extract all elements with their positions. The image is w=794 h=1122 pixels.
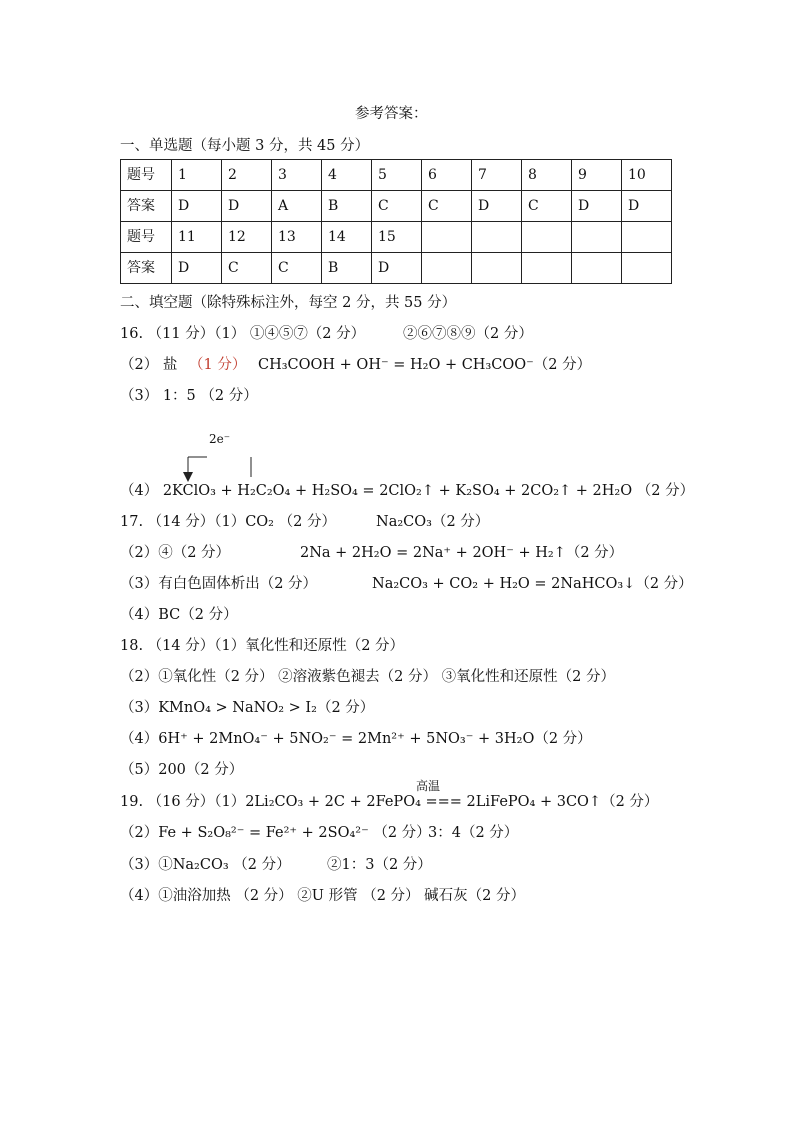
page-title: 参考答案：: [355, 106, 428, 122]
table-cell: B: [322, 191, 372, 222]
electron-transfer-arrow: [180, 452, 270, 484]
electron-transfer-label: 2e⁻: [209, 432, 231, 446]
q16-line1-a: 16. （11 分）（1） ①④⑤⑦（2 分）: [120, 326, 366, 342]
q17-line3-a: （3）有白色固体析出（2 分）: [120, 576, 318, 592]
table-cell: [472, 222, 522, 253]
table-row: [121, 253, 672, 284]
q16-line2-red: （1 分）: [189, 357, 247, 373]
table-cell: C: [522, 191, 572, 222]
table-cell: C: [422, 191, 472, 222]
table-cell: [622, 253, 672, 284]
q19-line2-a: （2）Fe + S₂O₈²⁻ = Fe²⁺ + 2SO₄²⁻ （2 分）: [120, 825, 431, 841]
q18-line5: （5）200（2 分）: [120, 762, 244, 778]
table-cell: [572, 222, 622, 253]
section2-heading: 二、填空题（除特殊标注外，每空 2 分，共 55 分）: [120, 295, 457, 311]
table-cell: [622, 222, 672, 253]
q16-line3: （3） 1：5 （2 分）: [120, 388, 258, 404]
table-cell: [422, 253, 472, 284]
q17-line1-a: 17. （14 分）（1）CO₂ （2 分）: [120, 514, 336, 530]
q16-line1-b: ②⑥⑦⑧⑨（2 分）: [403, 326, 533, 342]
table-cell: 6: [422, 160, 472, 191]
table-cell: 10: [622, 160, 672, 191]
table-cell: 11: [172, 222, 222, 253]
q18-line3: （3）KMnO₄ > NaNO₂ > I₂（2 分）: [120, 700, 375, 716]
q18-line1: 18. （14 分）（1）氧化性和还原性（2 分）: [120, 638, 405, 654]
q19-line3-a: （3）①Na₂CO₃ （2 分）: [120, 857, 291, 873]
table-cell: 13: [272, 222, 322, 253]
q19-line1: 19. （16 分）（1）2Li₂CO₃ + 2C + 2FePO₄ === 2LiFePO₄ + 3CO↑（2 分）: [120, 794, 659, 810]
table-cell: 8: [522, 160, 572, 191]
table-cell: 7: [472, 160, 522, 191]
table-row: [121, 191, 672, 222]
q16-line4: （4） 2KClO₃ + H₂C₂O₄ + H₂SO₄ = 2ClO₂↑ + K₂SO₄ + 2CO₂↑ + 2H₂O （2 分）: [120, 483, 695, 499]
q16-line2-a: （2） 盐: [120, 357, 178, 373]
answer-table: [120, 159, 672, 284]
table-cell: A: [272, 191, 322, 222]
table-cell: D: [622, 191, 672, 222]
table-cell: 15: [372, 222, 422, 253]
table-cell: [522, 222, 572, 253]
table-cell: B: [322, 253, 372, 284]
table-row: [121, 222, 672, 253]
table-cell: D: [222, 191, 272, 222]
table-cell: 9: [572, 160, 622, 191]
table-cell: [572, 253, 622, 284]
table-row: [121, 160, 672, 191]
q18-line2: （2）①氧化性（2 分） ②溶液紫色褪去（2 分） ③氧化性和还原性（2 分）: [120, 669, 615, 685]
table-cell: 2: [222, 160, 272, 191]
table-cell: C: [222, 253, 272, 284]
table-cell: C: [372, 191, 422, 222]
table-cell: 3: [272, 160, 322, 191]
table-cell: [522, 253, 572, 284]
q18-line4: （4）6H⁺ + 2MnO₄⁻ + 5NO₂⁻ = 2Mn²⁺ + 5NO₃⁻ + 3H₂O（2 分）: [120, 731, 592, 747]
table-cell: [472, 253, 522, 284]
reaction-condition: 高温: [416, 779, 441, 793]
table-cell: C: [272, 253, 322, 284]
row-label: 答案: [121, 253, 172, 284]
table-cell: D: [172, 191, 222, 222]
table-cell: 1: [172, 160, 222, 191]
q19-line4: （4）①油浴加热 （2 分） ②U 形管 （2 分） 碱石灰（2 分）: [120, 888, 525, 904]
table-cell: D: [172, 253, 222, 284]
table-cell: 4: [322, 160, 372, 191]
row-label: 题号: [121, 160, 172, 191]
table-cell: 14: [322, 222, 372, 253]
q19-line3-b: ②1：3（2 分）: [327, 857, 432, 873]
table-cell: D: [572, 191, 622, 222]
q17-line1-b: Na₂CO₃（2 分）: [376, 514, 490, 530]
q19-line2-b: 3：4（2 分）: [428, 825, 519, 841]
table-cell: D: [472, 191, 522, 222]
table-cell: [422, 222, 472, 253]
q17-line2-b: 2Na + 2H₂O = 2Na⁺ + 2OH⁻ + H₂↑（2 分）: [300, 545, 624, 561]
q17-line2-a: （2）④（2 分）: [120, 545, 231, 561]
q17-line3-b: Na₂CO₃ + CO₂ + H₂O = 2NaHCO₃↓（2 分）: [372, 576, 693, 592]
table-cell: 12: [222, 222, 272, 253]
q17-line4: （4）BC（2 分）: [120, 607, 238, 623]
row-label: 题号: [121, 222, 172, 253]
table-cell: D: [372, 253, 422, 284]
row-label: 答案: [121, 191, 172, 222]
q16-line2-b: CH₃COOH + OH⁻ = H₂O + CH₃COO⁻（2 分）: [258, 357, 592, 373]
table-cell: 5: [372, 160, 422, 191]
section1-heading: 一、单选题（每小题 3 分，共 45 分）: [120, 138, 370, 154]
